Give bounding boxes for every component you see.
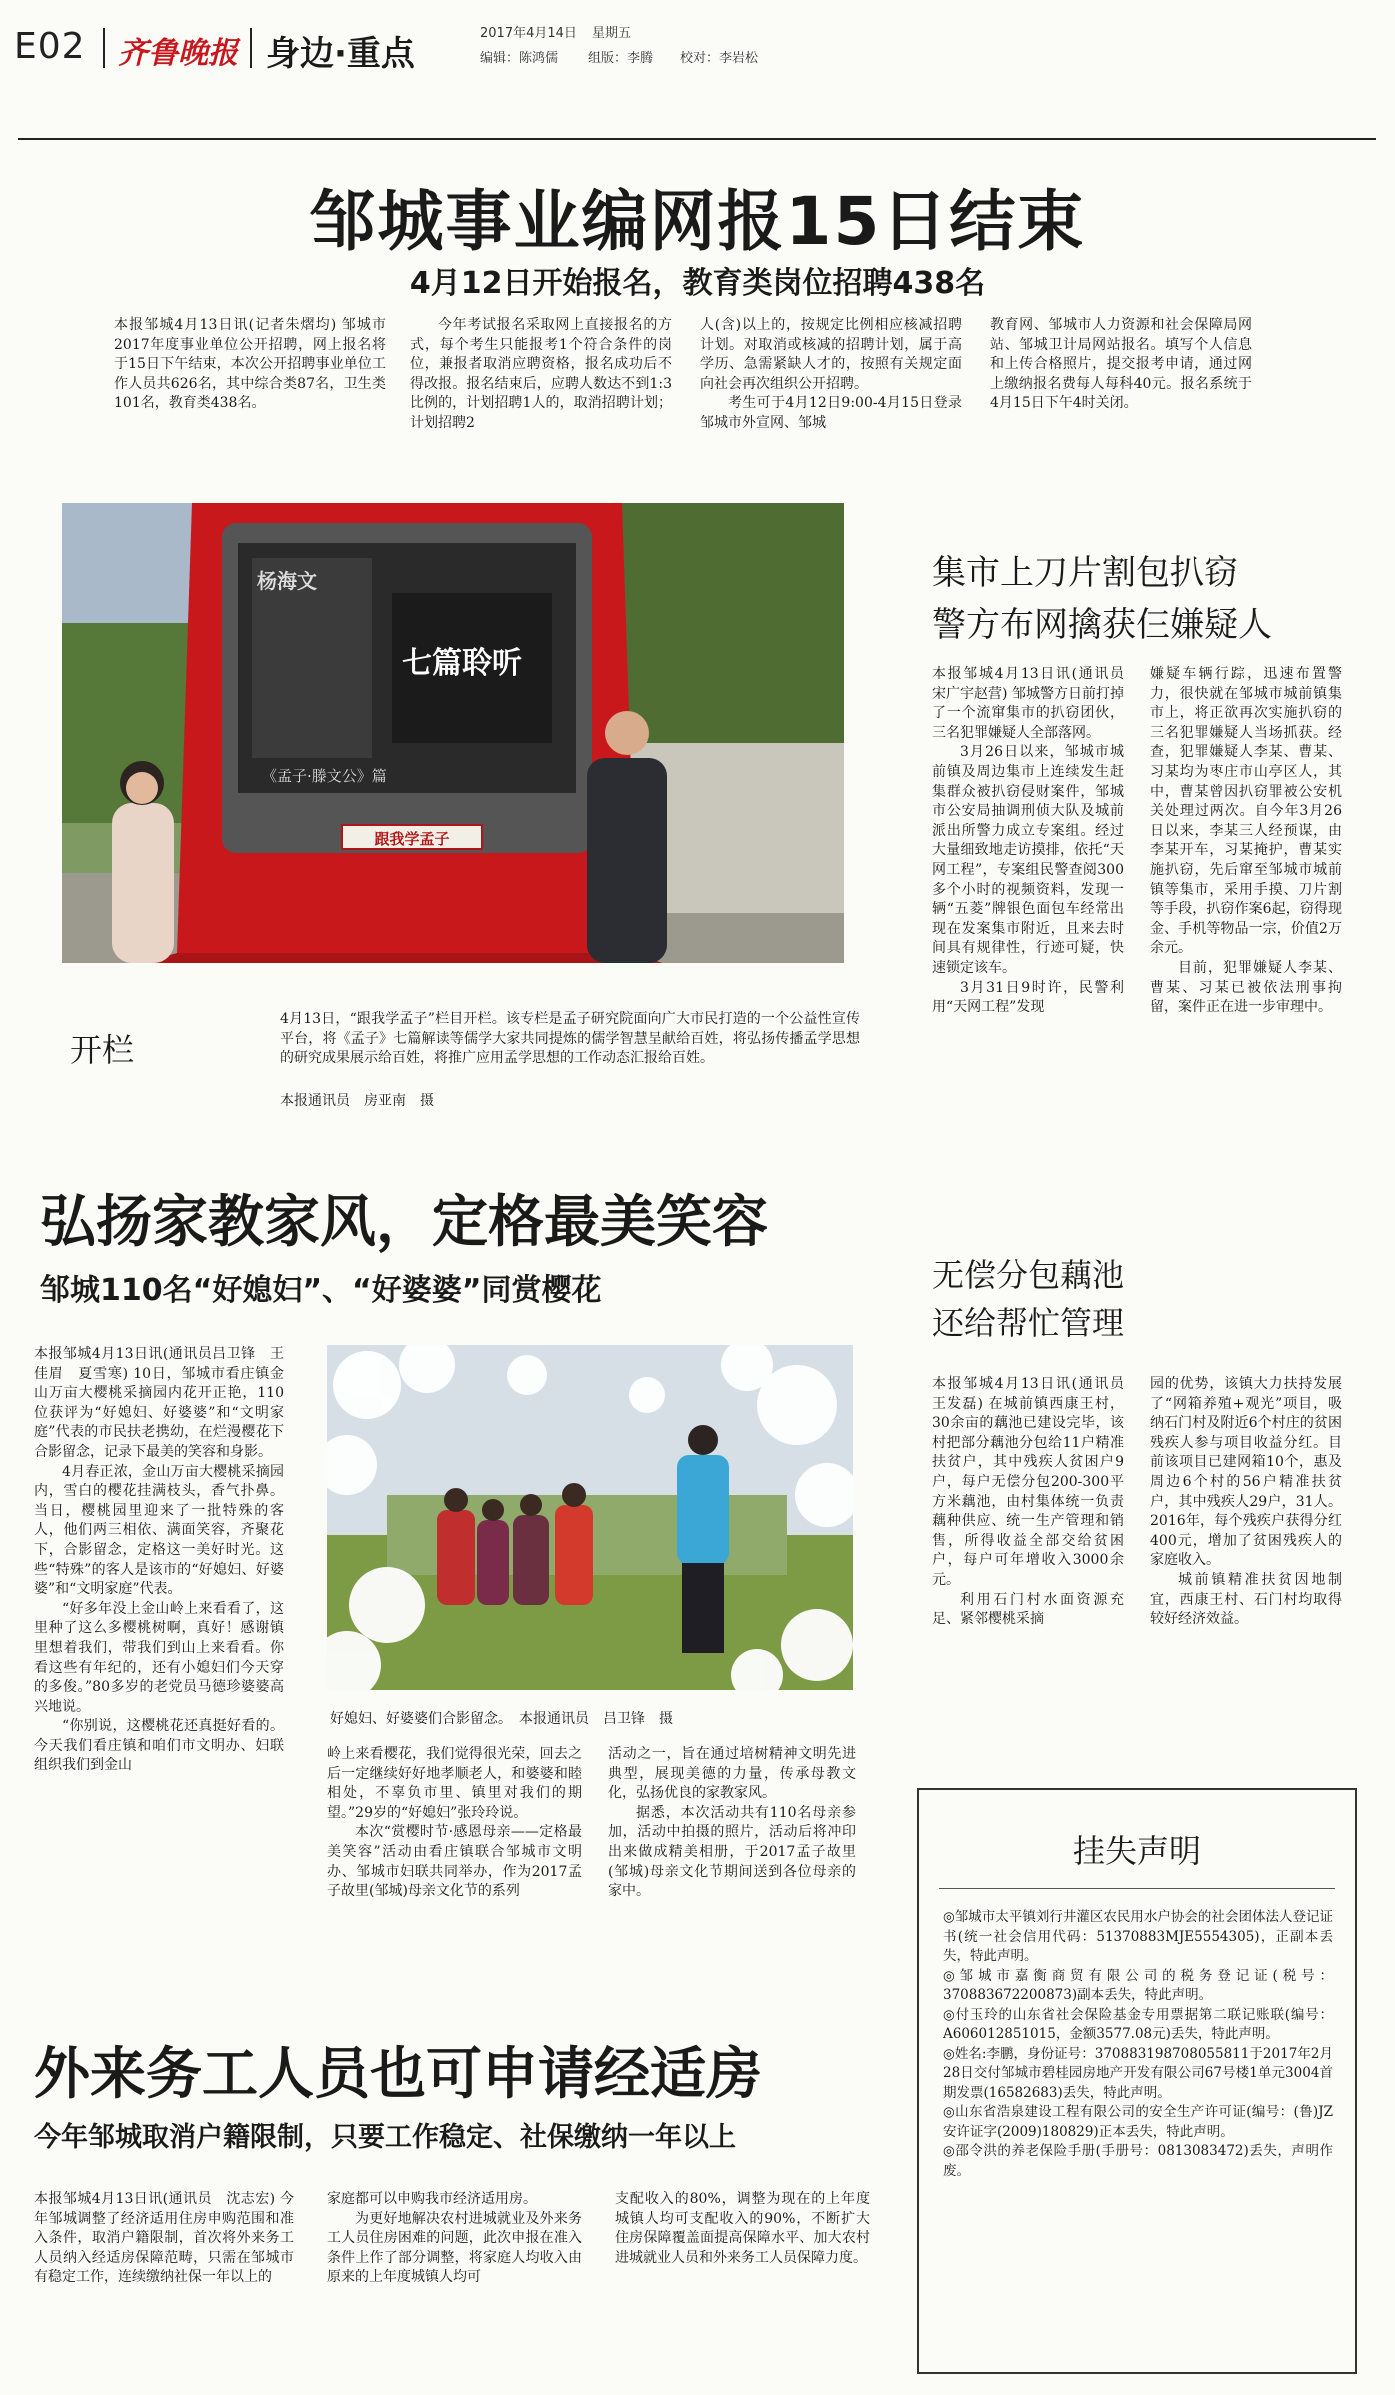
photo1-caption: 4月13日，“跟我学孟子”栏目开栏。该专栏是孟子研究院面向广大市民打造的一个公益性宣传平台，将《孟子》七篇解读等儒学大家共同提炼的儒学智慧呈献给百姓，将弘扬传播孟学思想的研究成果展示给百姓，将推广应用孟学思想的工作动态汇报给百姓。 bbox=[280, 1011, 860, 1067]
story5-headline: 外来务工人员也可申请经适房 bbox=[34, 2042, 762, 2107]
story4-headline-line2: 还给帮忙管理 bbox=[932, 1304, 1125, 1342]
notice-items bbox=[943, 1908, 1333, 2181]
story4-headline-line1: 无偿分包藕池 bbox=[932, 1256, 1125, 1294]
story2-headline-line1: 集市上刀片割包扒窃 bbox=[932, 553, 1238, 593]
paper-logo: 齐鲁晚报 bbox=[118, 36, 238, 71]
story1-headline: 邹城事业编网报15日结束 bbox=[309, 183, 1086, 260]
notice-item: ◎邹城市嘉衡商贸有限公司的税务登记证(税号：370883672200873)副本丢失，特此声明。 bbox=[943, 1967, 1333, 2003]
plaque-text: 跟我学孟子 bbox=[374, 830, 450, 848]
story4-col1: 本报邹城4月13日讯(通讯员 王发磊) 在城前镇西康王村，30余亩的藕池已建设完毕，该村把部分藕池分包给11户精准扶贫户，其中残疾人贫困户9户，每户无偿分包200-300平方米藕池，由村集体统一负责藕种供应、统一生产管理和销售，所得收益全部交给贫困户，每户可年增收入3000余元。 利用石门村水面资源充足、紧邻樱桃采摘 bbox=[932, 1376, 1138, 1628]
ceremony-photo bbox=[62, 503, 844, 963]
cherry-blossom-photo bbox=[327, 1345, 853, 1690]
story3-col1: 本报邹城4月13日讯(通讯员吕卫锋 王佳眉 夏雪寒) 10日，邹城市看庄镇金山万亩大樱桃采摘园内花开正艳，110位获评为“好媳妇、好婆婆”和“文明家庭”代表的市民扶老携幼，在烂漫樱花下合影留念，记录下最美的笑容和身影。 4月春正浓，金山万亩大樱桃采摘园内，雪白的樱花挂满枝头，香气扑鼻。当日，樱桃园里迎来了一批特殊的客人，他们两三相依、满面笑容，齐聚花下，合影留念，定格这一美好时光。这些“特殊”的客人是该市的“好媳妇、好婆婆”和“文明家庭”代表。 “好多年没上金山岭上来看看了，这里种了这么多樱桃树啊，真好！感谢镇里想着我们，带我们到山上来看看。你看这些有年纪的，还有小媳妇们今天穿的多俊。”80多岁的老党员马德珍婆婆高兴地说。 “你别说，这樱桃花还真挺好看的。今天我们看庄镇和咱们市文明办、妇联组织我们到金山 bbox=[34, 1346, 284, 1774]
story5-col2: 家庭都可以申购我市经济适用房。 为更好地解决农村进城就业及外来务工人员住房困难的问题，此次申报在准入条件上作了部分调整，将家庭人均收入由原来的上年度城镇人均可 bbox=[327, 2191, 582, 2286]
editor-credit: 编辑：陈鸿儒 bbox=[480, 51, 559, 66]
notice-item: ◎山东省浩泉建设工程有限公司的安全生产许可证(编号：(鲁)JZ安许证字(2009)180829)正本丢失，特此声明。 bbox=[943, 2104, 1333, 2140]
story2-col1: 本报邹城4月13日讯(通讯员 宋广宇赵营) 邹城警方日前打掉了一个流窜集市的扒窃团伙，三名犯罪嫌疑人全部落网。 3月26日以来，邹城市城前镇及周边集市上连续发生赶集群众被扒窃侵财案件，邹城市公安局抽调刑侦大队及城前派出所警力成立专案组。经过大量细致地走访摸排，依托“天网工程”，专案组民警查阅300多个小时的视频资料，发现一辆“五菱”牌银色面包车经常出现在发案集市附近，且来去时间具有规律性，行迹可疑，快速锁定该车。 3月31日9时许，民警利用“天网工程”发现 bbox=[932, 666, 1138, 1016]
page-number: E02 bbox=[14, 26, 86, 67]
story1-subhead: 4月12日开始报名，教育类岗位招聘438名 bbox=[409, 266, 986, 301]
story3-col2: 岭上来看樱花，我们觉得很光荣，回去之后一定继续好好地孝顺老人，和婆婆和睦相处，不辜负市里、镇里对我们的期望。”29岁的“好媳妇”张玲玲说。 本次“赏樱时节·感恩母亲——定格最美笑容”活动由看庄镇联合邹城市文明办、邹城市妇联共同举办，作为2017孟子故里(邹城)母亲文化节的系列 bbox=[327, 1746, 582, 1900]
layout-credit: 组版：李腾 bbox=[588, 51, 654, 66]
screen-big-text: 七篇聆听 bbox=[402, 646, 522, 681]
story2-headline-line2: 警方布网擒获仨嫌疑人 bbox=[932, 605, 1272, 645]
story1-col4: 教育网、邹城市人力资源和社会保障局网站、邹城卫计局网站报名。填写个人信息和上传合格照片，提交报考申请，通过网上缴纳报名费每人每科40元。报名系统于4月15日下午4时关闭。 bbox=[990, 317, 1252, 412]
issue-weekday: 星期五 bbox=[592, 26, 632, 41]
proof-credit: 校对：李岩松 bbox=[680, 51, 759, 66]
photo2-caption: 好媳妇、好婆婆们合影留念。 本报通讯员 吕卫锋 摄 bbox=[330, 1711, 673, 1727]
story1-col2: 今年考试报名采取网上直接报名的方式，每个考生只能报考1个符合条件的岗位，兼报者取消应聘资格，报名成功后不得改报。报名结束后，应聘人数达不到1:3比例的，计划招聘1人的，取消招聘计划；计划招聘2 bbox=[410, 317, 672, 431]
section-title: 身边·重点 bbox=[266, 34, 415, 74]
photo1-credit: 本报通讯员 房亚南 摄 bbox=[280, 1093, 434, 1109]
notice-item: ◎邹城市太平镇刘行井灌区农民用水户协会的社会团体法人登记证书(统一社会信用代码：51370883MJE5554305)，正副本丢失，特此声明。 bbox=[943, 1909, 1333, 1964]
notice-item: ◎姓名:李鹏，身份证号：370883198708055811于2017年2月28日交付邹城市碧桂园房地产开发有限公司67号楼1单元3004首期发票(16582683)丢失，特此声明。 bbox=[943, 2045, 1333, 2101]
story5-subhead: 今年邹城取消户籍限制，只要工作稳定、社保缴纳一年以上 bbox=[34, 2122, 736, 2153]
masthead-divider bbox=[250, 28, 252, 68]
story1-col1: 本报邹城4月13日讯(记者朱熠均) 邹城市2017年度事业单位公开招聘，网上报名将于15日下午结束，本次公开招聘事业单位工作人员共626名，其中综合类87名，卫生类101名，教育类438名。 bbox=[114, 317, 386, 412]
story2-col2: 嫌疑车辆行踪，迅速布置警力，很快就在邹城市城前镇集市上，将正欲再次实施扒窃的三名犯罪嫌疑人当场抓获。经查，犯罪嫌疑人李某、曹某、习某均为枣庄市山亭区人，其中，曹某曾因扒窃罪被公安机关处理过两次。自今年3月26日以来，李某三人经预谋，由李某开车，习某掩护，曹某实施扒窃，先后窜至邹城市城前镇等集市，采用手摸、刀片割等手段，扒窃作案6起，窃得现金、手机等物品一宗，价值2万余元。 目前，犯罪嫌疑人李某、曹某、习某已被依法刑事拘留，案件正在进一步审理中。 bbox=[1150, 666, 1342, 1016]
screen-subtitle: 《孟子·滕文公》篇 bbox=[262, 767, 387, 785]
masthead-divider bbox=[103, 28, 105, 68]
story1-col3: 人(含)以上的，按规定比例相应核减招聘计划。对取消或核减的招聘计划，属于高学历、急需紧缺人才的，按照有关规定面向社会再次组织公开招聘。 考生可于4月12日9:00-4月15日登录邹城市外宣网、邹城 bbox=[700, 317, 962, 431]
story4-col2: 园的优势，该镇大力扶持发展了“网箱养殖+观光”项目，吸纳石门村及附近6个村庄的贫困残疾人参与项目收益分红。目前该项目已建网箱10个，惠及周边6个村的56户精准扶贫户，其中残疾人29户，31人。2016年，每个残疾户获得分红400元，增加了贫困残疾人的家庭收入。 城前镇精准扶贫因地制宜，西康王村、石门村均取得较好经济效益。 bbox=[1150, 1376, 1342, 1628]
masthead-rule bbox=[18, 138, 1376, 140]
story5-col3: 支配收入的80%，调整为现在的上年度城镇人均可支配收入的90%，不断扩大住房保障覆盖面提高保障水平、加大农村进城就业人员和外来务工人员保障力度。 bbox=[615, 2191, 870, 2266]
story3-headline: 弘扬家教家风，定格最美笑容 bbox=[40, 1190, 768, 1255]
lost-notice-box bbox=[917, 1788, 1357, 2374]
notice-title: 挂失声明 bbox=[1072, 1832, 1201, 1870]
story5-col1: 本报邹城4月13日讯(通讯员 沈志宏) 今年邹城调整了经济适用住房申购范围和准入条件，取消户籍限制，首次将外来务工人员纳入经适房保障范畴，只需在邹城市有稳定工作，连续缴纳社保一年以上的 bbox=[34, 2191, 294, 2286]
issue-date: 2017年4月14日 bbox=[480, 26, 577, 41]
notice-item: ◎付玉玲的山东省社会保险基金专用票据第二联记账联(编号：A606012851015，金额3577.08元)丢失，特此声明。 bbox=[943, 2006, 1333, 2042]
notice-divider bbox=[939, 1888, 1335, 1889]
notice-item: ◎邵令洪的养老保险手册(手册号：0813083472)丢失，声明作废。 bbox=[943, 2143, 1333, 2179]
story3-subhead: 邹城110名“好媳妇”、“好婆婆”同赏樱花 bbox=[40, 1273, 602, 1308]
photo1-label: 开栏 bbox=[70, 1031, 135, 1069]
screen-title: 杨海文 bbox=[257, 569, 317, 593]
story3-col3: 活动之一，旨在通过培树精神文明先进典型，展现美德的力量，传承母教文化，弘扬优良的家教家风。 据悉，本次活动共有110名母亲参加，活动中拍摄的照片，活动后将冲印出来做成精美相册，于2017孟子故里(邹城)母亲文化节期间送到各位母亲的家中。 bbox=[608, 1746, 856, 1900]
